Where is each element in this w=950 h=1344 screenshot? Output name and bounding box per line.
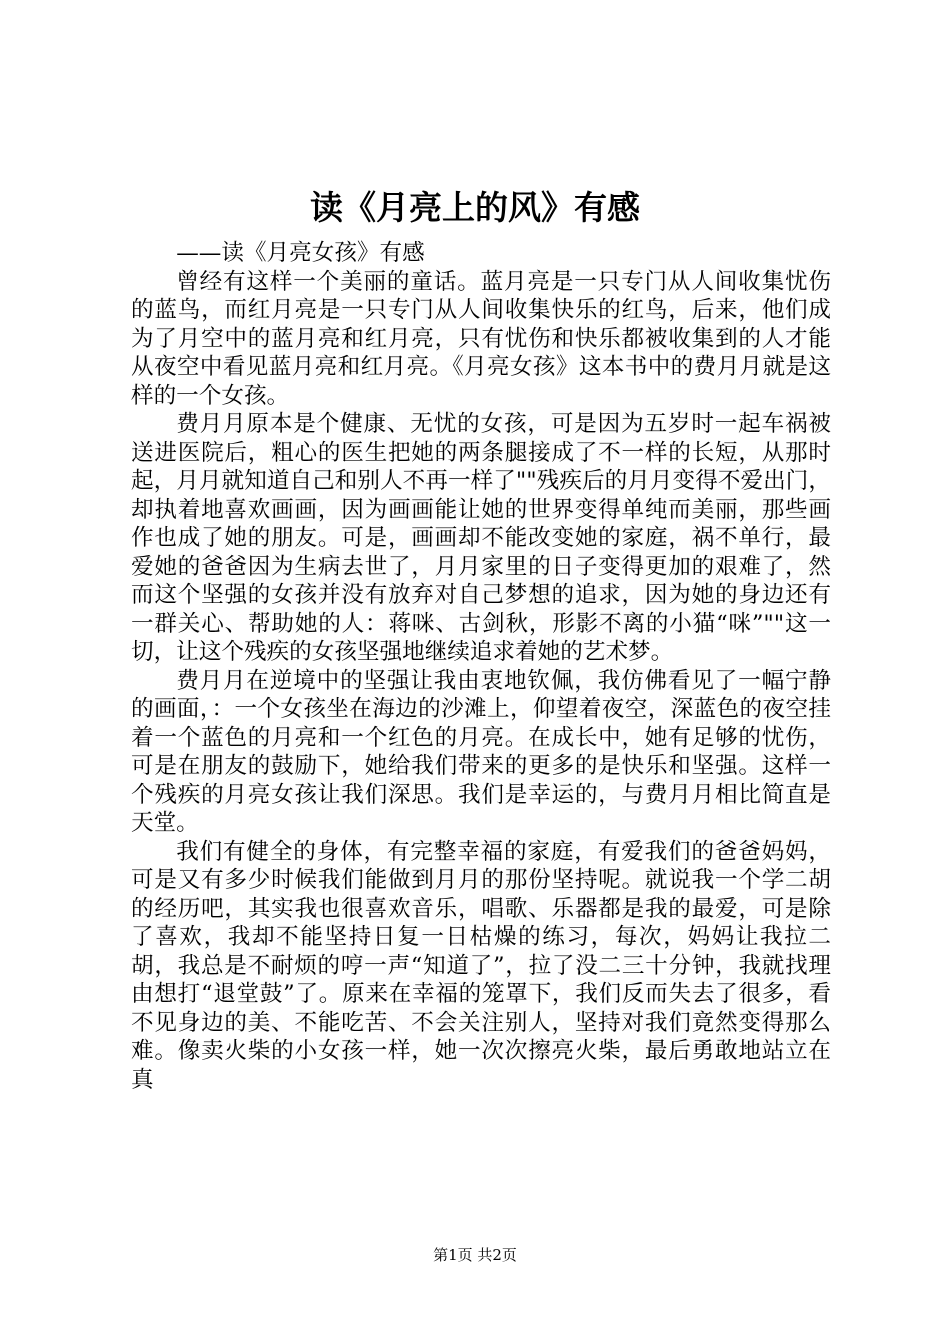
document-title: 读《月亮上的风》有感 <box>310 188 640 227</box>
document-body <box>131 239 831 1094</box>
page-footer: 第1页 共2页 <box>433 1246 517 1264</box>
paragraph-1: 曾经有这样一个美丽的童话。蓝月亮是一只专门从人间收集忧伤的蓝鸟，而红月亮是一只专门从人间收集快乐的红鸟，后来，他们成为了月空中的蓝月亮和红月亮，只有忧伤和快乐都被收集到的人才能从夜空中看见蓝月亮和红月亮。《月亮女孩》这本书中的费月月就是这样的一个女孩。 <box>131 268 831 409</box>
paragraph-3: 费月月在逆境中的坚强让我由衷地钦佩，我仿佛看见了一幅宁静的画面，：一个女孩坐在海边的沙滩上，仰望着夜空，深蓝色的夜空挂着一个蓝色的月亮和一个红色的月亮。在成长中，她有足够的忧伤，可是在朋友的鼓励下，她给我们带来的更多的是快乐和坚强。这样一个残疾的月亮女孩让我们深思。我们是幸运的，与费月月相比简直是天堂。 <box>131 667 831 836</box>
document-subtitle: ——读《月亮女孩》有感 <box>176 240 425 266</box>
paragraph-4: 我们有健全的身体，有完整幸福的家庭，有爱我们的爸爸妈妈，可是又有多少时候我们能做到月月的那份坚持呢。就说我一个学二胡的经历吧，其实我也很喜欢音乐，唱歌、乐器都是我的最爱，可是除了喜欢，我却不能坚持日复一日枯燥的练习，每次，妈妈让我拉二胡，我总是不耐烦的哼一声“知道了”，拉了没二三十分钟，我就找理由想打“退堂鼓”了。原来在幸福的笼罩下，我们反而失去了很多，看不见身边的美、不能吃苦、不会关注别人，坚持对我们竟然变得那么难。像卖火柴的小女孩一样，她一次次擦亮火柴，最后勇敢地站立在真 <box>131 838 831 1093</box>
paragraph-2: 费月月原本是个健康、无忧的女孩，可是因为五岁时一起车祸被送进医院后，粗心的医生把她的两条腿接成了不一样的长短，从那时起，月月就知道自己和别人不再一样了""残疾后的月月变得不爱出门，却执着地喜欢画画，因为画画能让她的世界变得单纯而美丽，那些画作也成了她的朋友。可是，画画却不能改变她的家庭，祸不单行，最爱她的爸爸因为生病去世了，月月家里的日子变得更加的艰难了，然而这个坚强的女孩并没有放弃对自己梦想的追求，因为她的身边还有一群关心、帮助她的人：蒋咪、古剑秋，形影不离的小猫“咪”""这一切，让这个残疾的女孩坚强地继续追求着她的艺术梦。 <box>131 411 831 665</box>
